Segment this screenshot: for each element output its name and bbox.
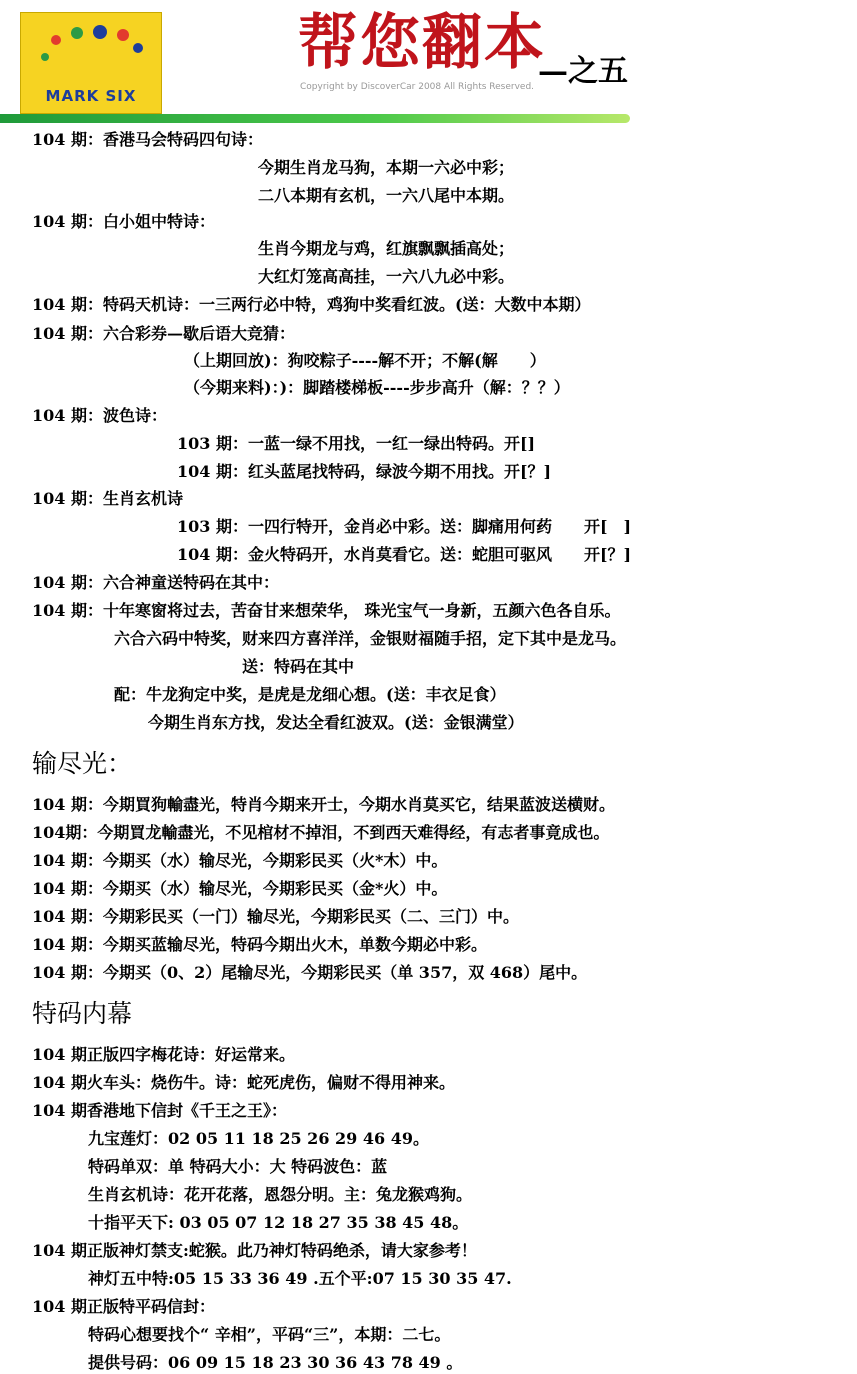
text-line: 送：特码在其中 (242, 657, 355, 676)
text-line: 103 期：一四行特开，金肖必中彩。送：脚痛用何药 开[ ] (177, 517, 632, 536)
text-line: 生肖今期龙与鸡，红旗飘飘插高处； (258, 239, 515, 258)
text-line: 神灯五中特:05 15 33 36 49 .五个平:07 15 30 35 47. (88, 1269, 512, 1288)
section-heading: 特码内幕 (32, 999, 133, 1028)
text-line: 104 期：六合神童送特码在其中： (32, 573, 279, 592)
text-line: 104 期：六合彩券—歇后语大竞猜： (32, 324, 295, 343)
text-line: 104 期：生肖玄机诗 (32, 489, 183, 508)
header-divider (0, 114, 630, 123)
text-line: 六合六码中特奖，财来四方喜洋洋，金银财福随手招，定下其中是龙马。 (114, 629, 627, 648)
logo-ball-icon (71, 27, 83, 39)
text-line: 103 期：一蓝一绿不用找，一红一绿出特码。开[] (177, 434, 536, 453)
text-line: 104 期：波色诗： (32, 406, 167, 425)
text-line: 104 期：今期买蓝输尽光，特码今期出火木，单数今期必中彩。 (32, 935, 487, 954)
text-line: 104 期正版神灯禁支:蛇猴。此乃神灯特码绝杀，请大家参考！ (32, 1241, 477, 1260)
text-line: 配：牛龙狗定中奖，是虎是龙细心想。(送：丰衣足食） (114, 685, 506, 704)
text-line: 104 期：金火特码开，水肖莫看它。送：蛇胆可驱风 开[？] (177, 545, 632, 564)
text-line: 特码心想要找个“ 辛相”，平码“三”，本期：二七。 (88, 1325, 451, 1344)
logo-text: MARK SIX (45, 87, 137, 105)
text-line: 104 期：今期买（水）输尽光，今期彩民买（火*木）中。 (32, 851, 448, 870)
text-line: 提供号码：06 09 15 18 23 30 36 43 78 49 。 (88, 1353, 463, 1372)
text-line: 104期：今期買龙輸盡光，不见棺材不掉泪，不到西天难得经，有志者事竟成也。 (32, 823, 610, 842)
page-title: 帮您翻本 (298, 8, 546, 78)
text-line: 104 期：特码天机诗：一三两行必中特，鸡狗中奖看红波。(送：大数中本期） (32, 295, 591, 314)
copyright-text: Copyright by DiscoverCar 2008 All Rights Reserved. (300, 82, 535, 92)
text-line: 104 期：今期買狗輸盡光，特肖今期来开士，今期水肖莫买它，结果蓝波送横财。 (32, 795, 615, 814)
text-line: 104 期：白小姐中特诗： (32, 212, 215, 231)
logo-ball-icon (41, 53, 49, 61)
text-line: 104 期：今期彩民买（一门）输尽光，今期彩民买（二、三门）中。 (32, 907, 519, 926)
logo-ball-icon (51, 35, 61, 45)
text-line: 二八本期有玄机，一六八尾中本期。 (258, 186, 515, 205)
text-line: 104 期正版特平码信封： (32, 1297, 215, 1316)
text-line: （今期来料)：)：脚踏楼梯板----步步高升（解：？？） (184, 378, 570, 397)
text-line: 104 期香港地下信封《千王之王》： (32, 1101, 287, 1120)
text-line: 今期生肖东方找，发达全看红波双。(送：金银满堂） (148, 713, 524, 732)
logo-ball-icon (133, 43, 143, 53)
page-header (0, 0, 857, 128)
text-line: 九宝莲灯：02 05 11 18 25 26 29 46 49。 (88, 1129, 429, 1148)
page-subtitle: —之五 (538, 54, 628, 89)
text-line: 今期生肖龙马狗，本期一六必中彩； (258, 158, 515, 177)
logo-ball-icon (117, 29, 129, 41)
text-line: （上期回放)：狗咬粽子----解不开；不解(解 ） (184, 351, 546, 370)
text-line: 104 期正版四字梅花诗：好运常来。 (32, 1045, 295, 1064)
text-line: 104 期：香港马会特码四句诗： (32, 130, 263, 149)
text-line: 大红灯笼高高挂，一六八九必中彩。 (258, 267, 515, 286)
text-line: 104 期：红头蓝尾找特码，绿波今期不用找。开[？] (177, 462, 552, 481)
section-heading: 输尽光： (32, 749, 133, 778)
logo-ball-icon (93, 25, 107, 39)
text-line: 生肖玄机诗：花开花落，恩怨分明。主：兔龙猴鸡狗。 (88, 1185, 473, 1204)
text-line: 特码单双：单 特码大小：大 特码波色：蓝 (88, 1157, 388, 1176)
text-line: 十指平天下: 03 05 07 12 18 27 35 38 45 48。 (88, 1213, 469, 1232)
mark-six-logo (20, 12, 162, 114)
text-line: 104 期火车头：烧伤牛。诗：蛇死虎伤，偏财不得用神来。 (32, 1073, 455, 1092)
text-line: 104 期：十年寒窗将过去，苦奋甘来想荣华， 珠光宝气一身新，五颜六色各自乐。 (32, 601, 621, 620)
text-line: 104 期：今期买（0、2）尾输尽光，今期彩民买（单 357，双 468）尾中。 (32, 963, 588, 982)
text-line: 104 期：今期买（水）输尽光，今期彩民买（金*火）中。 (32, 879, 448, 898)
